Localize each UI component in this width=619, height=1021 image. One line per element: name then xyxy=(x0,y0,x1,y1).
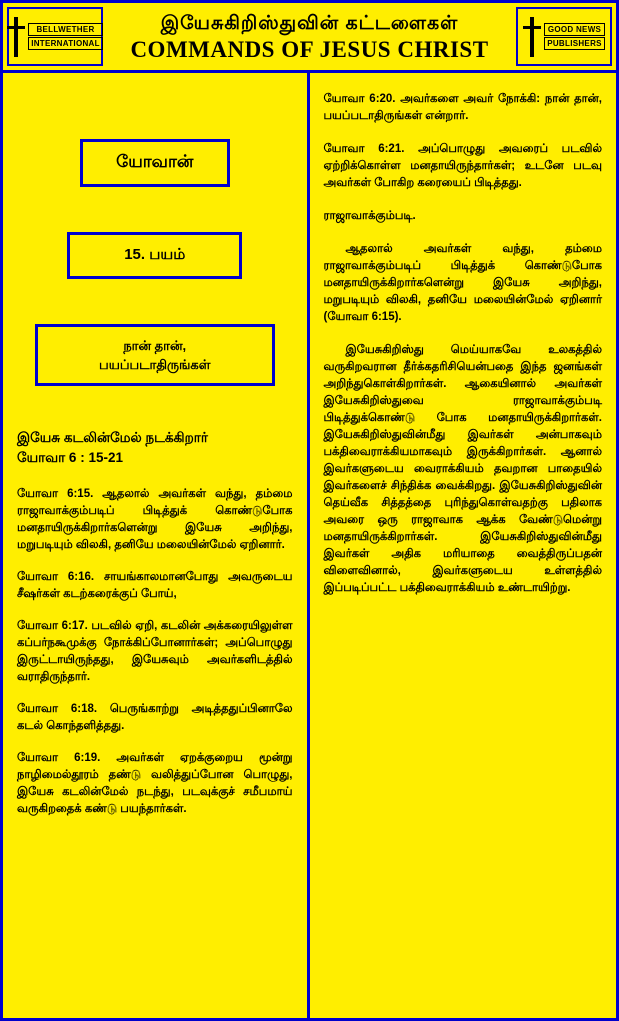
good-news-logo-line1: GOOD NEWS xyxy=(544,23,605,36)
page-title-english: COMMANDS OF JESUS CHRIST xyxy=(130,36,489,62)
good-news-logo-line2: PUBLISHERS xyxy=(544,37,605,50)
verse-paragraph: யோவா 6:19. அவர்கள் ஏறக்குறைய மூன்று நாழிமைல்தூரம் தண்டு வலித்துப்போன பொழுது, இயேசு கடலின்மேல் நடந்து, படவுக்குச் சமீபமாய் வருகிறதைக் கண்டு பயந்தார்கள். xyxy=(17,752,293,815)
bellwether-logo-line2: INTERNATIONAL xyxy=(28,37,103,50)
left-column xyxy=(3,73,310,1018)
verse-paragraph: யோவா 6:16. சாயங்காலமானபோது அவருடைய சீஷர்கள் கடற்கரைக்குப் போய், xyxy=(17,571,293,600)
bellwether-logo-line1: BELLWETHER xyxy=(28,23,103,36)
commentary-paragraph: இயேசுகிறிஸ்து மெய்யாகவே உலகத்தில் வருகிறவரான தீர்க்கதரிசியென்பதை இந்த ஜனங்கள் அறிந்துகொள்கிறார்கள். ஆகையினால் அவர்கள் இயேசுகிறிஸ்துவை ராஜாவாக்கும்படி பிடித்துக்கொண்டு போக மனதாயிருக்கிறார்கள். இயேசுகிறிஸ்துவின்மீது இவர்கள் அன்பாகவும் பக்திவைராக்கியமாகவும் இருக்கிறார்கள். ஆனால் இவர்களுடைய வைராக்கியம் தவறான பாதையில் இவர்களைச் சிந்திக்க வைக்கிறது. இயேசுகிறிஸ்துவின் தெய்வீக சித்தத்தை புரிந்துகொள்வதற்கு பதிலாக அவரை ஒரு ராஜாவாக ஆக்க வேண்டுமென்று மனதாயிருக்கிறார்கள். இயேசுகிறிஸ்துவின்மீது இவர்கள் அதிக மரியாதை வைத்திருப்பதன் விளைவினால், இவர்களுடைய உள்ளத்தில் இப்படிப்பட்ட பக்திவைராக்கியம் உண்டாயிற்று. xyxy=(323,344,602,594)
chapter-title-box: 15. பயம் xyxy=(67,232,242,279)
section-heading-line1: இயேசு கடலின்மேல் நடக்கிறார் xyxy=(17,430,208,445)
torch-icon xyxy=(523,17,541,57)
verse-paragraph: யோவா 6:17. படவில் ஏறி, கடலின் அக்கரையிலுள்ள கப்பர்நகூமுக்கு நோக்கிப்போனார்கள்; அப்பொழுது இருட்டாயிருந்தது, இயேசுவும் அவர்களிடத்தில் வராதிருந்தார். xyxy=(17,620,293,683)
bellwether-logo-text xyxy=(28,22,103,51)
content-columns xyxy=(3,73,616,1018)
book-title-box: யோவான் xyxy=(80,139,230,187)
verse-paragraph: யோவா 6:15. ஆதலால் அவர்கள் வந்து, தம்மை ராஜாவாக்கும்படிப் பிடித்துக் கொண்டுபோக மனதாயிருக்கிறார்களென்று இயேசு அறிந்து, மறுபடியும் விலகி, தனியே மலையின்மேல் ஏறினார். xyxy=(17,488,293,551)
theme-box xyxy=(35,324,275,386)
header-title-block xyxy=(107,3,512,70)
section-heading xyxy=(17,428,293,468)
verse-paragraph: யோவா 6:18. பெருங்காற்று அடித்ததுப்பினாலே கடல் கொந்தளித்தது. xyxy=(17,703,293,732)
bellwether-logo xyxy=(7,7,103,66)
theme-line-1: நான் தான், xyxy=(123,338,187,353)
theme-line-2: பயப்படாதிருங்கள் xyxy=(99,357,211,372)
section-heading-line2: யோவா 6 : 15-21 xyxy=(17,450,123,465)
page-title-tamil: இயேசுகிறிஸ்துவின் கட்டளைகள் xyxy=(160,12,459,34)
torch-icon xyxy=(7,17,25,57)
verse-paragraph: யோவா 6:21. அப்பொழுது அவரைப் படவில் ஏற்றிக்கொள்ள மனதாயிருந்தார்கள்; உடனே படவு அவர்கள் போகிற கரையைப் பிடித்தது. xyxy=(323,143,602,189)
quoted-verse: ஆதலால் அவர்கள் வந்து, தம்மை ராஜாவாக்கும்படிப் பிடித்துக் கொண்டுபோக மனதாயிருக்கிறார்களென்று இயேசு அறிந்து, மறுபடியும் விலகி, தனியே மலையின்மேல் ஏறினார் (யோவா 6:15). xyxy=(323,243,602,323)
good-news-logo-text xyxy=(544,22,605,51)
verse-paragraph: யோவா 6:20. அவர்களை அவர் நோக்கி: நான் தான், பயப்படாதிருங்கள் என்றார். xyxy=(323,93,602,122)
subheading: ராஜாவாக்கும்படி. xyxy=(323,210,416,222)
page-header xyxy=(3,3,616,73)
good-news-publishers-logo xyxy=(516,7,612,66)
right-column xyxy=(310,73,617,1018)
